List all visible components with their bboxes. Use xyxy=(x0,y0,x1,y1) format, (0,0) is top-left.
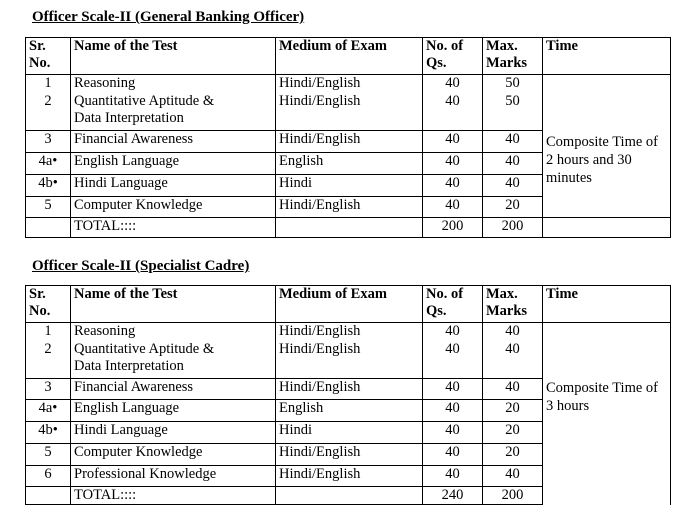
cell-qs: 40 xyxy=(423,75,483,93)
table1-general-banking xyxy=(25,37,671,238)
cell-name: English Language xyxy=(71,400,276,422)
cell-sr xyxy=(26,218,71,238)
cell-name: Financial Awareness xyxy=(71,131,276,153)
cell-marks: 40 xyxy=(483,379,543,400)
cell-qs: 40 xyxy=(423,175,483,197)
total-label: TOTAL:::: xyxy=(71,218,276,238)
header-marks: Max. Marks xyxy=(483,38,543,75)
cell-medium: Hindi/English xyxy=(276,323,423,341)
cell-sr: 3 xyxy=(26,131,71,153)
table2-specialist-cadre xyxy=(25,285,671,505)
total-marks: 200 xyxy=(483,487,543,505)
header-name: Name of the Test xyxy=(71,38,276,75)
cell-marks: 40 xyxy=(483,466,543,487)
total-label: TOTAL:::: xyxy=(71,487,276,505)
cell-sr: 2 xyxy=(26,93,71,131)
cell-time-empty xyxy=(543,218,671,238)
total-marks: 200 xyxy=(483,218,543,238)
cell-medium: Hindi/English xyxy=(276,444,423,466)
cell-sr: 5 xyxy=(26,444,71,466)
cell-name: Quantitative Aptitude & Data Interpretation xyxy=(71,341,276,379)
cell-marks: 20 xyxy=(483,197,543,218)
header-marks: Max. Marks xyxy=(483,286,543,323)
cell-marks: 40 xyxy=(483,131,543,153)
cell-qs: 40 xyxy=(423,444,483,466)
cell-qs: 40 xyxy=(423,153,483,175)
cell-medium: Hindi/English xyxy=(276,466,423,487)
cell-marks: 40 xyxy=(483,175,543,197)
cell-medium: Hindi xyxy=(276,175,423,197)
cell-marks: 20 xyxy=(483,444,543,466)
cell-qs: 40 xyxy=(423,400,483,422)
total-row xyxy=(26,218,671,238)
cell-medium: Hindi/English xyxy=(276,75,423,93)
cell-name: Financial Awareness xyxy=(71,379,276,400)
cell-qs: 40 xyxy=(423,379,483,400)
header-name: Name of the Test xyxy=(71,286,276,323)
cell-sr: 6 xyxy=(26,466,71,487)
cell-qs: 40 xyxy=(423,466,483,487)
cell-sr: 3 xyxy=(26,379,71,400)
cell-marks: 40 xyxy=(483,341,543,379)
table-row xyxy=(26,323,671,341)
cell-medium: English xyxy=(276,400,423,422)
table-row xyxy=(26,75,671,93)
cell-name: Professional Knowledge xyxy=(71,466,276,487)
cell-medium: Hindi/English xyxy=(276,379,423,400)
cell-sr xyxy=(26,487,71,505)
header-sr: Sr. No. xyxy=(26,38,71,75)
cell-qs: 40 xyxy=(423,422,483,444)
cell-marks: 50 xyxy=(483,75,543,93)
cell-medium xyxy=(276,218,423,238)
cell-sr: 4a• xyxy=(26,400,71,422)
header-qs: No. of Qs. xyxy=(423,38,483,75)
cell-medium xyxy=(276,487,423,505)
cell-qs: 40 xyxy=(423,197,483,218)
cell-marks: 50 xyxy=(483,93,543,131)
total-qs: 200 xyxy=(423,218,483,238)
header-sr: Sr. No. xyxy=(26,286,71,323)
cell-time: Composite Time of 2 hours and 30 minutes xyxy=(543,75,671,218)
cell-sr: 2 xyxy=(26,341,71,379)
cell-sr: 4a• xyxy=(26,153,71,175)
cell-qs: 40 xyxy=(423,341,483,379)
cell-sr: 1 xyxy=(26,323,71,341)
cell-marks: 20 xyxy=(483,422,543,444)
cell-marks: 20 xyxy=(483,400,543,422)
header-time: Time xyxy=(543,286,671,323)
cell-medium: Hindi xyxy=(276,422,423,444)
cell-name: Computer Knowledge xyxy=(71,444,276,466)
cell-qs: 40 xyxy=(423,131,483,153)
cell-sr: 5 xyxy=(26,197,71,218)
cell-name: Computer Knowledge xyxy=(71,197,276,218)
cell-name: Reasoning xyxy=(71,75,276,93)
cell-name: Reasoning xyxy=(71,323,276,341)
cell-sr: 4b• xyxy=(26,422,71,444)
cell-name: English Language xyxy=(71,153,276,175)
header-time: Time xyxy=(543,38,671,75)
cell-name: Quantitative Aptitude & Data Interpretation xyxy=(71,93,276,131)
cell-medium: Hindi/English xyxy=(276,93,423,131)
cell-sr: 1 xyxy=(26,75,71,93)
table1-heading: Officer Scale-II (General Banking Officer) xyxy=(32,9,305,25)
cell-name: Hindi Language xyxy=(71,422,276,444)
cell-sr: 4b• xyxy=(26,175,71,197)
cell-medium: Hindi/English xyxy=(276,341,423,379)
cell-time: Composite Time of 3 hours xyxy=(543,323,671,505)
cell-qs: 40 xyxy=(423,93,483,131)
total-qs: 240 xyxy=(423,487,483,505)
cell-medium: Hindi/English xyxy=(276,131,423,153)
cell-qs: 40 xyxy=(423,323,483,341)
cell-medium: English xyxy=(276,153,423,175)
header-qs: No. of Qs. xyxy=(423,286,483,323)
cell-medium: Hindi/English xyxy=(276,197,423,218)
cell-marks: 40 xyxy=(483,153,543,175)
table-header-row xyxy=(26,38,671,75)
cell-marks: 40 xyxy=(483,323,543,341)
header-medium: Medium of Exam xyxy=(276,38,423,75)
cell-name: Hindi Language xyxy=(71,175,276,197)
table-header-row xyxy=(26,286,671,323)
header-medium: Medium of Exam xyxy=(276,286,423,323)
table2-heading: Officer Scale-II (Specialist Cadre) xyxy=(32,258,250,274)
